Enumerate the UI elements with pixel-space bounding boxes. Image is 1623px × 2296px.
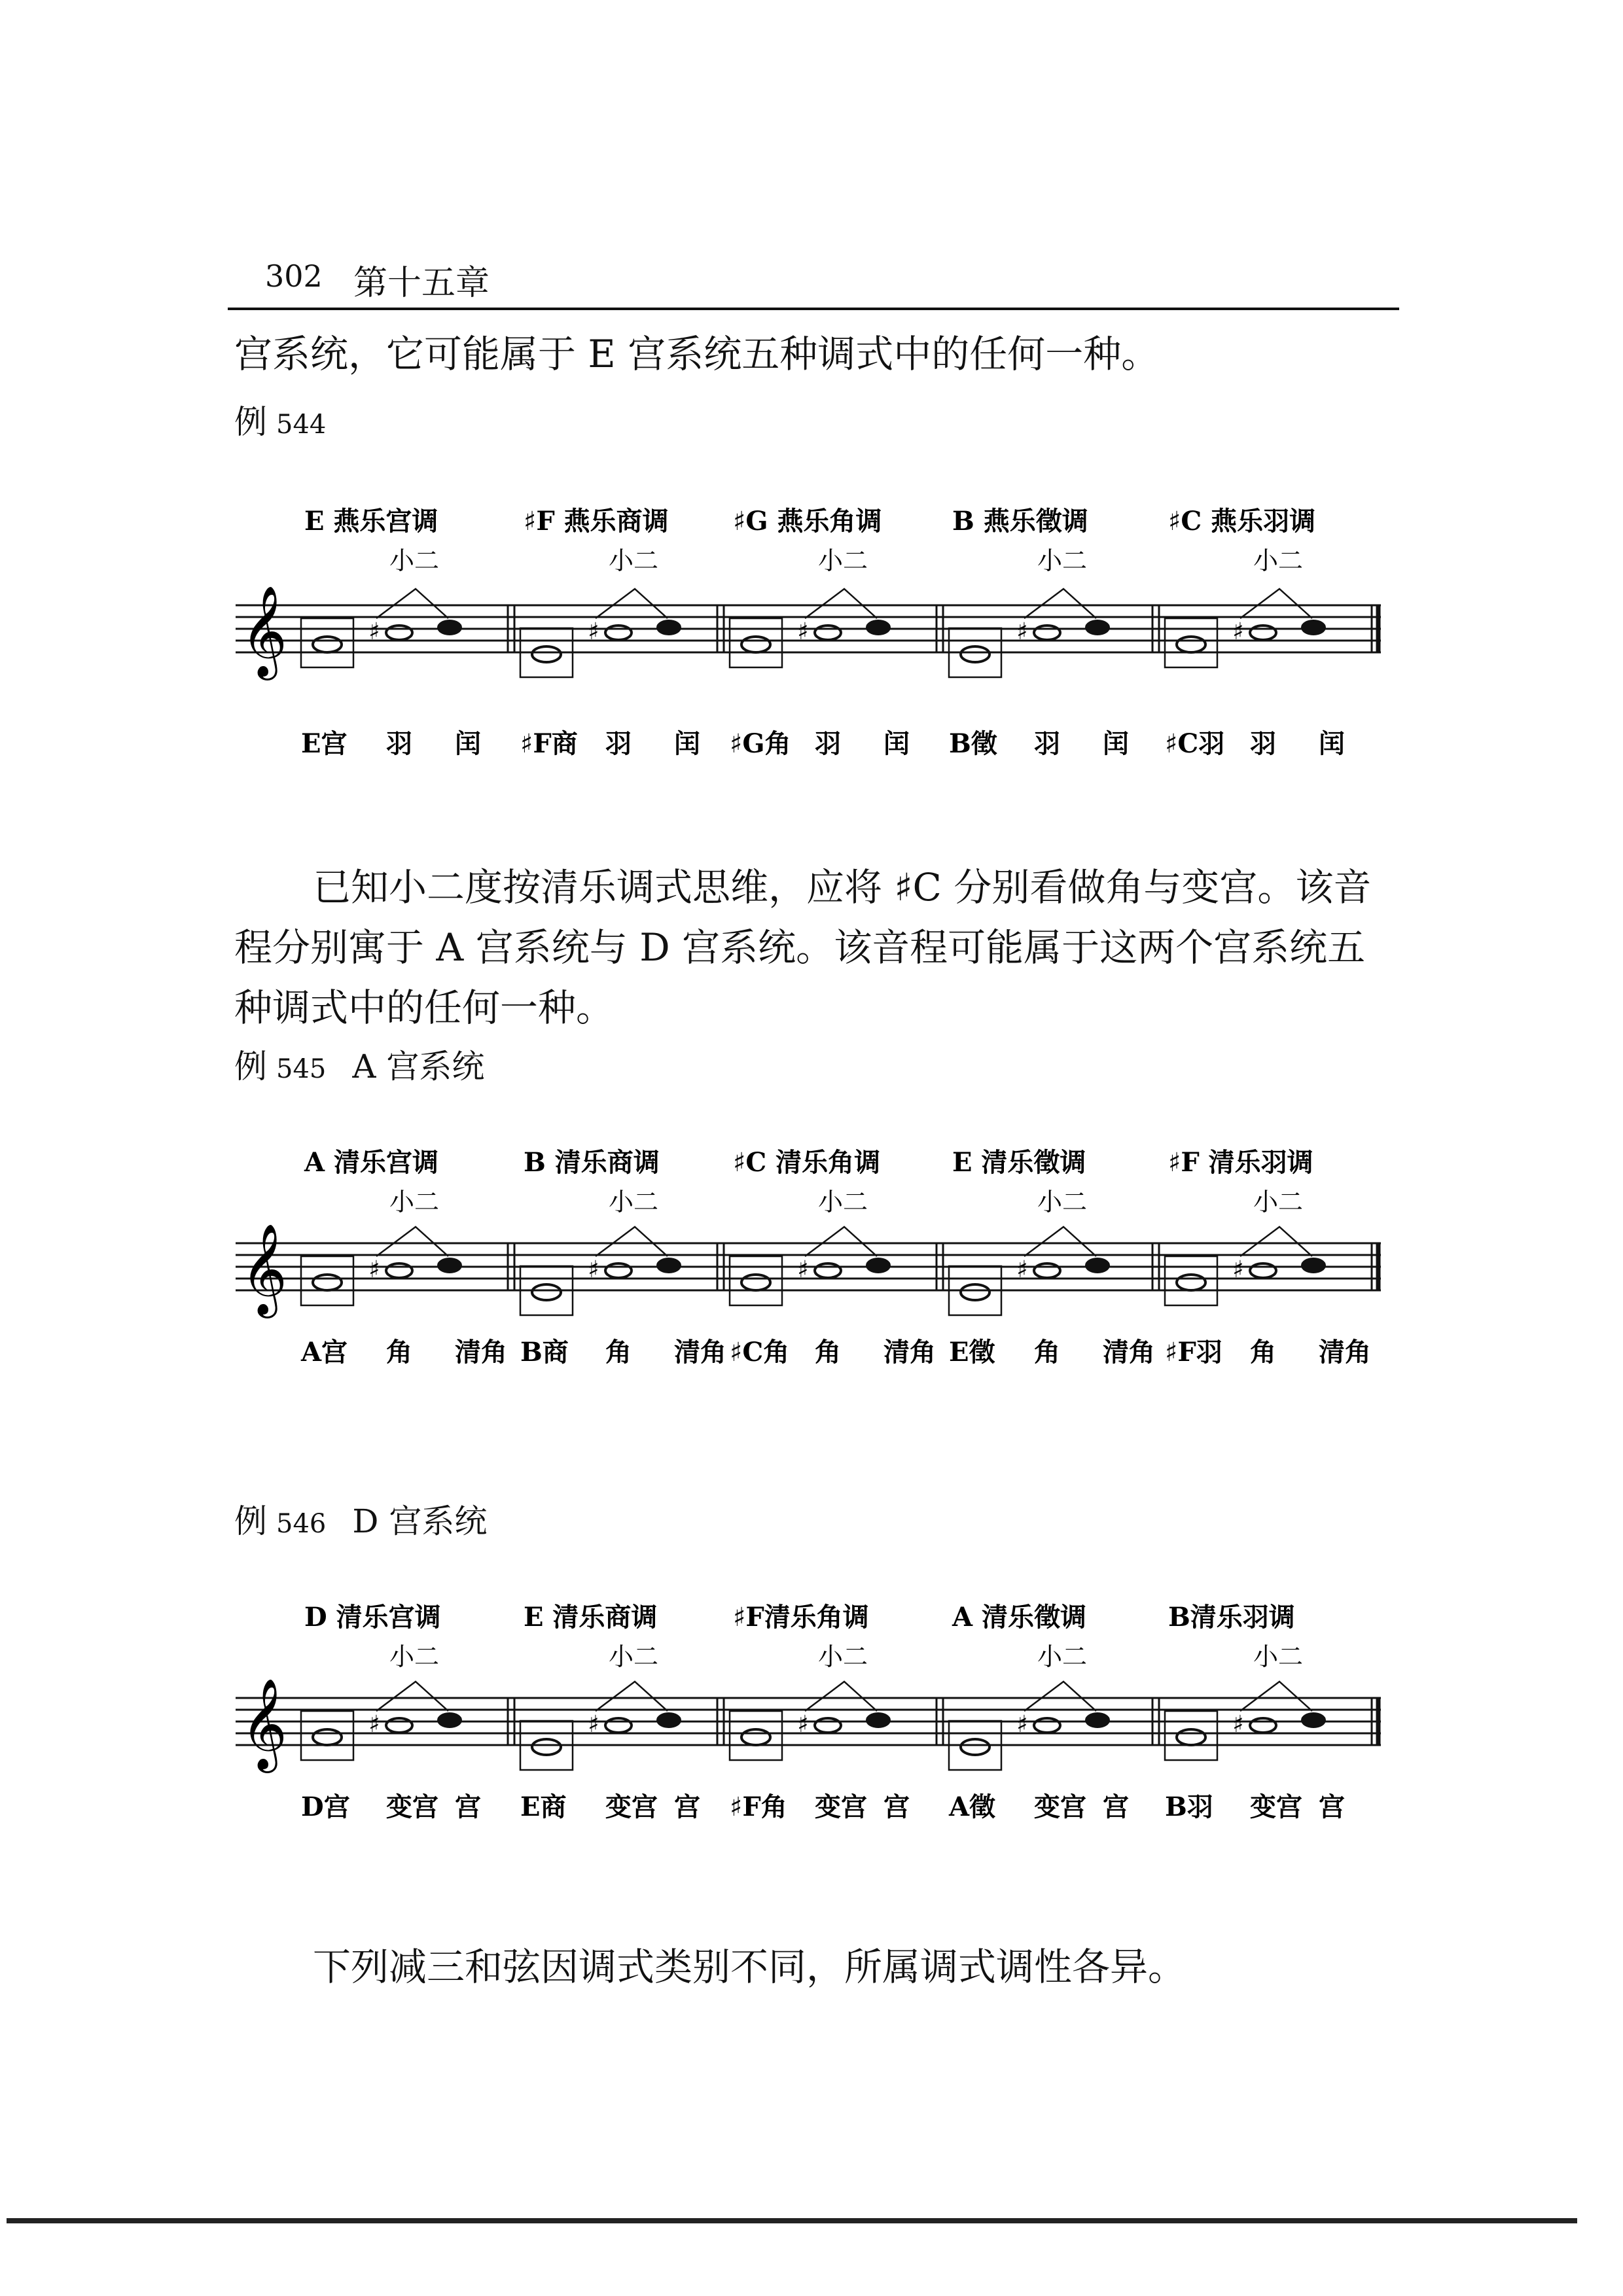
- interval-note-upper: [1086, 1258, 1109, 1273]
- interval-label: 小二: [1037, 1188, 1088, 1216]
- key-mode-title: A 清乐宫调: [304, 1147, 438, 1178]
- tonic-note-box: [730, 1256, 782, 1305]
- scale-degree-label: 变宫: [1034, 1792, 1086, 1822]
- interval-note-lower: [605, 1718, 632, 1733]
- key-mode-title: D 清乐宫调: [304, 1602, 441, 1633]
- interval-bracket: [805, 1227, 877, 1256]
- scale-degree-label: A徵: [949, 1792, 996, 1822]
- interval-note-upper: [1302, 1258, 1325, 1273]
- sharp-icon: ♯: [1232, 1256, 1244, 1283]
- sharp-icon: ♯: [588, 618, 599, 645]
- interval-note-upper: [438, 620, 461, 635]
- sharp-icon: ♯: [588, 1256, 599, 1283]
- key-mode-title: B 清乐商调: [524, 1147, 660, 1178]
- interval-label: 小二: [609, 546, 659, 575]
- scale-degree-label: A宫: [301, 1337, 348, 1368]
- key-mode-title: ♯F 清乐羽调: [1168, 1147, 1313, 1178]
- scale-degree-label: 宫: [1103, 1792, 1129, 1822]
- interval-bracket: [1240, 1227, 1312, 1256]
- interval-bracket: [376, 1227, 448, 1256]
- interval-label: 小二: [389, 1188, 440, 1216]
- interval-label: 小二: [818, 1188, 868, 1216]
- interval-bracket: [596, 1682, 668, 1711]
- interval-note-lower: [605, 626, 632, 640]
- scale-degree-label: ♯F商: [520, 728, 578, 759]
- interval-bracket: [596, 1227, 668, 1256]
- example-word: 例: [234, 1048, 267, 1086]
- example-label-545: [234, 1040, 484, 1087]
- sharp-icon: ♯: [588, 1711, 599, 1738]
- interval-note-lower: [1250, 626, 1276, 640]
- example-word: 例: [234, 1502, 267, 1540]
- sharp-icon: ♯: [797, 618, 809, 645]
- treble-clef-icon: 𝄞: [241, 1224, 287, 1315]
- scale-degree-label: 清角: [883, 1337, 936, 1368]
- interval-note-lower: [605, 1263, 632, 1278]
- scale-degree-label: 羽: [815, 728, 841, 759]
- key-mode-title: ♯C 燕乐羽调: [1168, 506, 1316, 537]
- sharp-icon: ♯: [368, 1256, 380, 1283]
- example-number: 545: [276, 1054, 327, 1084]
- interval-note-upper: [1086, 1713, 1109, 1727]
- scale-degree-label: 羽: [1034, 728, 1060, 759]
- tonic-note-box: [301, 1711, 353, 1760]
- key-mode-title: E 清乐商调: [524, 1602, 658, 1633]
- sharp-icon: ♯: [1232, 1711, 1244, 1738]
- music-example-546: [0, 1593, 1623, 1855]
- interval-bracket: [1240, 589, 1312, 618]
- tonic-note: [532, 1284, 561, 1300]
- sharp-icon: ♯: [1016, 618, 1028, 645]
- interval-label: 小二: [389, 546, 440, 575]
- scale-degree-label: ♯C羽: [1165, 728, 1225, 759]
- tonic-note: [1177, 1729, 1205, 1745]
- interval-note-upper: [1302, 1713, 1325, 1727]
- interval-label: 小二: [818, 1642, 868, 1671]
- interval-note-lower: [386, 1718, 412, 1733]
- scale-degree-label: 闰: [1103, 728, 1129, 759]
- interval-label: 小二: [389, 1642, 440, 1671]
- interval-note-upper: [657, 620, 681, 635]
- key-mode-title: ♯G 燕乐角调: [733, 506, 882, 537]
- interval-label: 小二: [609, 1642, 659, 1671]
- interval-note-upper: [1086, 620, 1109, 635]
- tonic-note: [961, 646, 990, 662]
- treble-clef-icon: 𝄞: [241, 1678, 287, 1769]
- interval-note-upper: [866, 1258, 890, 1273]
- scale-degree-label: 清角: [1103, 1337, 1155, 1368]
- scale-degree-label: 角: [815, 1337, 841, 1368]
- scale-degree-label: E商: [520, 1792, 567, 1822]
- scale-degree-label: 羽: [386, 728, 412, 759]
- scale-degree-label: 宫: [455, 1792, 481, 1822]
- tonic-note-box: [301, 1256, 353, 1305]
- tonic-note: [532, 1739, 561, 1755]
- example-label-544: [234, 396, 352, 443]
- scale-degree-label: ♯G角: [730, 728, 791, 759]
- example-subtitle: D 宫系统: [352, 1502, 488, 1540]
- scale-degree-label: 羽: [1250, 728, 1276, 759]
- scale-degree-label: ♯F羽: [1165, 1337, 1222, 1368]
- interval-note-upper: [657, 1258, 681, 1273]
- bottom-scan-rule: [7, 2218, 1577, 2223]
- key-mode-title: ♯F清乐角调: [733, 1602, 869, 1633]
- interval-bracket: [1024, 1682, 1096, 1711]
- interval-note-lower: [386, 626, 412, 640]
- key-mode-title: E 清乐徵调: [952, 1147, 1086, 1178]
- header-rule: [228, 308, 1399, 310]
- sharp-icon: ♯: [1232, 618, 1244, 645]
- tonic-note: [313, 1275, 342, 1290]
- scale-degree-label: E宫: [301, 728, 348, 759]
- chapter-title: 第十五章: [353, 264, 490, 303]
- tonic-note-box: [1165, 618, 1217, 667]
- paragraph-2: 已知小二度按清乐调式思维，应将 ♯C 分别看做角与变宫。该音程分别寓于 A 宫系统与 D 宫系统。该音程可能属于这两个宫系统五种调式中的任何一种。: [234, 865, 1372, 1030]
- interval-note-upper: [866, 620, 890, 635]
- scale-degree-label: 闰: [883, 728, 910, 759]
- key-mode-title: B清乐羽调: [1168, 1602, 1295, 1633]
- scale-degree-label: 变宫: [815, 1792, 867, 1822]
- scale-degree-label: 宫: [674, 1792, 700, 1822]
- interval-bracket: [596, 589, 668, 618]
- interval-label: 小二: [1037, 1642, 1088, 1671]
- tonic-note: [313, 1729, 342, 1745]
- scale-degree-label: ♯F角: [730, 1792, 787, 1822]
- interval-note-upper: [438, 1258, 461, 1273]
- scale-degree-label: 清角: [674, 1337, 726, 1368]
- interval-note-lower: [815, 1263, 841, 1278]
- sharp-icon: ♯: [1016, 1256, 1028, 1283]
- interval-note-lower: [815, 1718, 841, 1733]
- paragraph-3: 下列减三和弦因调式类别不同，所属调式调性各异。: [313, 1945, 1186, 1989]
- key-mode-title: B 燕乐徵调: [952, 506, 1088, 537]
- interval-note-upper: [438, 1713, 461, 1727]
- interval-label: 小二: [1253, 1642, 1304, 1671]
- tonic-note: [741, 637, 770, 652]
- tonic-note-box: [1165, 1256, 1217, 1305]
- interval-bracket: [805, 589, 877, 618]
- tonic-note: [1177, 1275, 1205, 1290]
- scale-degree-label: 宫: [883, 1792, 910, 1822]
- scale-degree-label: 清角: [455, 1337, 507, 1368]
- interval-bracket: [376, 1682, 448, 1711]
- interval-label: 小二: [1037, 546, 1088, 575]
- scale-degree-label: 宫: [1319, 1792, 1345, 1822]
- tonic-note-box: [1165, 1711, 1217, 1760]
- sharp-icon: ♯: [368, 1711, 380, 1738]
- interval-bracket: [1024, 1227, 1096, 1256]
- interval-label: 小二: [1253, 1188, 1304, 1216]
- interval-note-lower: [1034, 1263, 1060, 1278]
- example-label-546: [234, 1495, 487, 1542]
- interval-note-lower: [1034, 626, 1060, 640]
- scale-degree-label: 闰: [674, 728, 700, 759]
- scale-degree-label: 角: [386, 1337, 412, 1368]
- music-example-544: [0, 484, 1623, 785]
- interval-label: 小二: [1253, 546, 1304, 575]
- tonic-note: [1177, 637, 1205, 652]
- interval-note-lower: [1034, 1718, 1060, 1733]
- interval-label: 小二: [818, 546, 868, 575]
- key-mode-title: ♯F 燕乐商调: [524, 506, 669, 537]
- scale-degree-label: D宫: [301, 1792, 350, 1822]
- scale-degree-label: 变宫: [1250, 1792, 1302, 1822]
- scale-degree-label: ♯C角: [730, 1337, 790, 1368]
- sharp-icon: ♯: [368, 618, 380, 645]
- page-number: 302: [265, 258, 323, 294]
- treble-clef-icon: 𝄞: [241, 586, 287, 677]
- key-mode-title: A 清乐徵调: [952, 1602, 1086, 1633]
- interval-note-upper: [1302, 620, 1325, 635]
- sharp-icon: ♯: [797, 1711, 809, 1738]
- interval-note-lower: [1250, 1718, 1276, 1733]
- key-mode-title: E 燕乐宫调: [304, 506, 438, 537]
- tonic-note: [313, 637, 342, 652]
- paragraph-1: 宫系统，它可能属于 E 宫系统五种调式中的任何一种。: [234, 332, 1160, 376]
- key-mode-title: ♯C 清乐角调: [733, 1147, 881, 1178]
- scale-degree-label: 清角: [1319, 1337, 1371, 1368]
- scale-degree-label: 变宫: [386, 1792, 438, 1822]
- interval-note-lower: [386, 1263, 412, 1278]
- example-subtitle: A 宫系统: [352, 1048, 485, 1086]
- interval-bracket: [1024, 589, 1096, 618]
- scale-degree-label: 角: [1250, 1337, 1276, 1368]
- interval-bracket: [376, 589, 448, 618]
- music-example-545: [0, 1139, 1623, 1400]
- scale-degree-label: 角: [605, 1337, 632, 1368]
- tonic-note: [741, 1275, 770, 1290]
- scale-degree-label: B商: [520, 1337, 569, 1368]
- scale-degree-label: 闰: [1319, 728, 1345, 759]
- example-word: 例: [234, 403, 267, 441]
- scale-degree-label: E徵: [949, 1337, 995, 1368]
- sharp-icon: ♯: [1016, 1711, 1028, 1738]
- tonic-note-box: [730, 618, 782, 667]
- interval-label: 小二: [609, 1188, 659, 1216]
- scale-degree-label: B徵: [949, 728, 997, 759]
- interval-bracket: [805, 1682, 877, 1711]
- tonic-note: [532, 646, 561, 662]
- interval-bracket: [1240, 1682, 1312, 1711]
- scale-degree-label: 变宫: [605, 1792, 658, 1822]
- scale-degree-label: 羽: [605, 728, 632, 759]
- example-number: 546: [276, 1509, 327, 1539]
- example-number: 544: [276, 410, 327, 440]
- interval-note-lower: [815, 626, 841, 640]
- scale-degree-label: 闰: [455, 728, 481, 759]
- tonic-note: [961, 1739, 990, 1755]
- interval-note-lower: [1250, 1263, 1276, 1278]
- scale-degree-label: B羽: [1165, 1792, 1213, 1822]
- interval-note-upper: [657, 1713, 681, 1727]
- tonic-note-box: [730, 1711, 782, 1760]
- scale-degree-label: 角: [1034, 1337, 1060, 1368]
- tonic-note: [741, 1729, 770, 1745]
- sharp-icon: ♯: [797, 1256, 809, 1283]
- tonic-note-box: [301, 618, 353, 667]
- tonic-note: [961, 1284, 990, 1300]
- interval-note-upper: [866, 1713, 890, 1727]
